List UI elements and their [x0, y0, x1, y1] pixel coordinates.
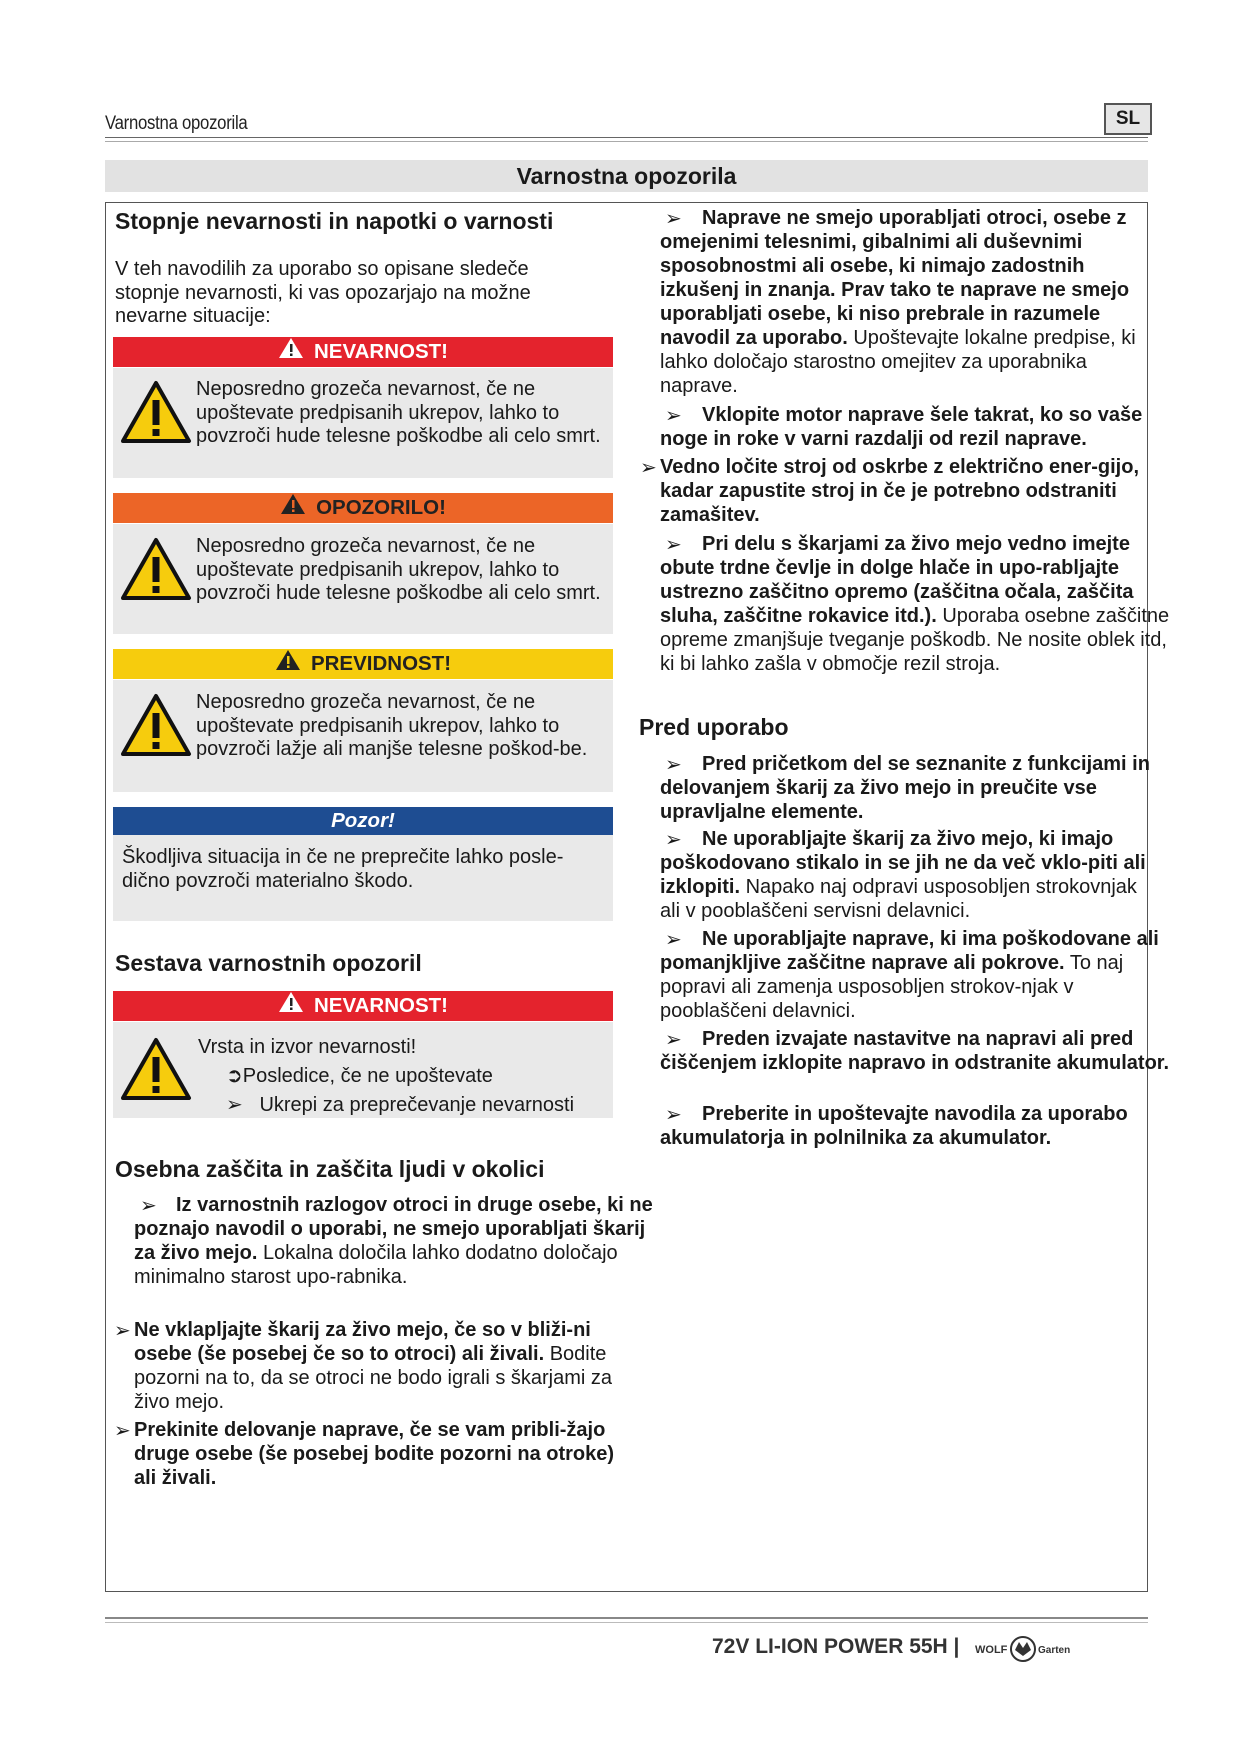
- arrow-bullet-icon: ➢: [226, 1094, 243, 1116]
- personal-item-1: [134, 1193, 654, 1289]
- personal-item-3: [134, 1418, 634, 1490]
- right-item-4: [660, 532, 1170, 676]
- warning-triangle-icon: [278, 337, 304, 368]
- warning-triangle-icon: [280, 493, 306, 524]
- notice-label: Pozor!: [331, 809, 395, 832]
- warning-triangle-icon: [275, 649, 301, 680]
- right-item9-bold: Preberite in upoštevajte navodila za uporabo akumulatorja in polnilnika za akumulator.: [660, 1103, 1128, 1149]
- right-item8-bold: Preden izvajate nastavitve na napravi ali pred čiščenjem izklopite napravo in odstranite akumulator.: [660, 1028, 1170, 1074]
- arrow-bullet-icon: ➢: [665, 829, 682, 851]
- right-item3-bold: Vedno ločite stroj od oskrbe z električno ener-gijo, kadar zapustite stroj in če je potrebno odstraniti zamašitev.: [660, 456, 1139, 526]
- right-item7-rest: To naj popravi ali zamenja usposobljen strokov-njak v pooblaščeni delavnici.: [660, 952, 1124, 1022]
- right-item-7: [660, 927, 1170, 1023]
- arrow-bullet-icon: ➢: [665, 929, 682, 951]
- structure-danger-band: [113, 991, 613, 1021]
- brand-logo: [975, 1634, 1095, 1667]
- arrow-bullet-icon: ➢: [114, 1320, 131, 1342]
- caution-text: Neposredno grozeča nevarnost, če ne upoštevate predpisanih ukrepov, lahko to povzroči lažje ali manjše telesne poškod-be.: [196, 691, 588, 760]
- right-item-6: [660, 827, 1160, 923]
- structure-line3: Ukrepi za preprečevanje nevarnosti: [259, 1094, 575, 1116]
- structure-heading: Sestava varnostnih opozoril: [115, 950, 422, 976]
- arrow-bullet-icon: ➢: [665, 208, 682, 230]
- arrow-bullet-icon: ➢: [665, 405, 682, 427]
- structure-line2: ➲Posledice, če ne upoštevate: [226, 1065, 493, 1087]
- right-item-9: [660, 1102, 1170, 1150]
- right-item7-bold: Ne uporabljajte naprave, ki ima poškodovane ali pomanjkljive zaščitne naprave ali pokrove.: [660, 928, 1159, 974]
- danger-text: Neposredno grozeča nevarnost, če ne upoštevate predpisanih ukrepov, lahko to povzroči hude telesne poškodbe ali celo smrt.: [196, 378, 601, 447]
- personal-item-2: [134, 1318, 634, 1414]
- right-item-8: [660, 1027, 1170, 1075]
- right-item4-rest: Uporaba osebne zaščitne opreme zmanjšuje tveganje poškodb. Ne nosite oblek itd, ki bi lahko zašla v območje rezil stroja.: [660, 605, 1170, 675]
- header-section-title: Varnostna opozorila: [105, 113, 248, 134]
- page-title: Varnostna opozorila: [105, 160, 1148, 192]
- right-item1-bold: Naprave ne smejo uporabljati otroci, osebe z omejenimi telesnimi, gibalnimi ali duševnimi sposobnostmi ali osebe, ki nimajo zadostnih izkušenj in znanja. Prav tako te naprave ne smejo uporabljati osebe, ki niso prebrale in razumele navodil za uporabo.: [660, 207, 1130, 349]
- caution-warning-icon: [120, 693, 192, 762]
- personal-item1-rest: Lokalna določila lahko dodatno določajo minimalno starost upo-rabnika.: [134, 1242, 618, 1288]
- personal-heading: Osebna zaščita in zaščita ljudi v okolici: [115, 1156, 545, 1182]
- structure-line3-row: [226, 1094, 574, 1118]
- svg-text:Garten: Garten: [1038, 1645, 1071, 1656]
- svg-text:WOLF: WOLF: [975, 1644, 1008, 1656]
- footer-divider-thin: [105, 1622, 1148, 1623]
- danger-band: [113, 337, 613, 367]
- warning-triangle-icon: [278, 991, 304, 1022]
- language-badge: SL: [1104, 103, 1152, 135]
- notice-text: Škodljiva situacija in če ne preprečite lahko posle-dično povzroči materialno škodo.: [122, 846, 564, 892]
- personal-item3-bold: Prekinite delovanje naprave, če se vam pribli-žajo druge osebe (še posebej bodite pozorni na otroke) ali živali.: [134, 1419, 615, 1489]
- pre-use-heading: Pred uporabo: [639, 714, 789, 740]
- right-item5-bold: Pred pričetkom del se seznanite z funkcijami in delovanjem škarij za živo mejo in preučite vse upravljalne elemente.: [660, 753, 1150, 823]
- personal-item2-bold: Ne vklapljajte škarij za živo mejo, če so v bliži-ni osebe (še posebej če so to otroci) ali živali.: [134, 1319, 591, 1365]
- levels-intro: V teh navodilih za uporabo so opisane sledeče stopnje nevarnosti, ki vas opozarjajo na možne nevarne situacije:: [115, 258, 531, 327]
- danger-label: NEVARNOST!: [313, 340, 448, 363]
- personal-item2-rest: Bodite pozorni na to, da se otroci ne bodo igrali s škarjami za živo mejo.: [134, 1343, 613, 1413]
- structure-warning-icon: [120, 1037, 192, 1106]
- structure-danger-label: NEVARNOST!: [313, 994, 448, 1017]
- right-item2-bold: Vklopite motor naprave šele takrat, ko so vaše noge in roke v varni razdalji od rezil naprave.: [660, 404, 1143, 450]
- arrow-bullet-icon: ➢: [140, 1195, 157, 1217]
- structure-line1: Vrsta in izvor nevarnosti!: [198, 1036, 417, 1058]
- header-divider: [105, 137, 1148, 138]
- arrow-bullet-icon: ➢: [665, 1104, 682, 1126]
- arrow-bullet-icon: ➢: [640, 457, 657, 479]
- footer-divider: [105, 1617, 1148, 1619]
- caution-label: PREVIDNOST!: [310, 652, 452, 675]
- right-item6-bold: Ne uporabljajte škarij za živo mejo, ki imajo poškodovano stikalo in se jih ne da več vklo-piti ali izklopiti.: [660, 828, 1146, 898]
- notice-band: [113, 807, 613, 835]
- arrow-bullet-icon: ➢: [665, 534, 682, 556]
- warning-band: [113, 493, 613, 523]
- right-item-3: [660, 455, 1150, 527]
- footer-product: 72V LI-ION POWER 55H |: [712, 1635, 960, 1658]
- arrow-bullet-icon: ➢: [114, 1420, 131, 1442]
- danger-warning-icon: [120, 380, 192, 449]
- right-item-1: [660, 206, 1160, 398]
- arrow-bullet-icon: ➢: [665, 754, 682, 776]
- right-item6-rest: Napako naj odpravi usposobljen strokovnjak ali v pooblaščeni servisni delavnici.: [660, 876, 1137, 922]
- caution-band: [113, 649, 613, 679]
- warning-warning-icon: [120, 537, 192, 606]
- right-item-5: [660, 752, 1170, 824]
- warning-label: OPOZORILO!: [316, 496, 446, 519]
- right-item4-bold: Pri delu s škarjami za živo mejo vedno imejte obute trdne čevlje in dolge hlače in upo-rabljajte ustrezno zaščitno opremo (zaščitna očala, zaščita sluha, zaščitne rokavice itd.).: [660, 533, 1134, 627]
- header-divider-thin: [105, 141, 1148, 142]
- personal-item1-bold: Iz varnostnih razlogov otroci in druge osebe, ki ne poznajo navodil o uporabi, ne smejo uporabljati škarij za živo mejo.: [134, 1194, 653, 1264]
- warning-text: Neposredno grozeča nevarnost, če ne upoštevate predpisanih ukrepov, lahko to povzroči hude telesne poškodbe ali celo smrt.: [196, 535, 601, 604]
- arrow-bullet-icon: ➢: [665, 1029, 682, 1051]
- levels-heading: Stopnje nevarnosti in napotki o varnosti: [115, 208, 554, 234]
- right-item-2: [660, 403, 1180, 451]
- right-item1-rest: Upoštevajte lokalne predpise, ki lahko določajo starostno omejitev za uporabnika naprave.: [660, 327, 1136, 397]
